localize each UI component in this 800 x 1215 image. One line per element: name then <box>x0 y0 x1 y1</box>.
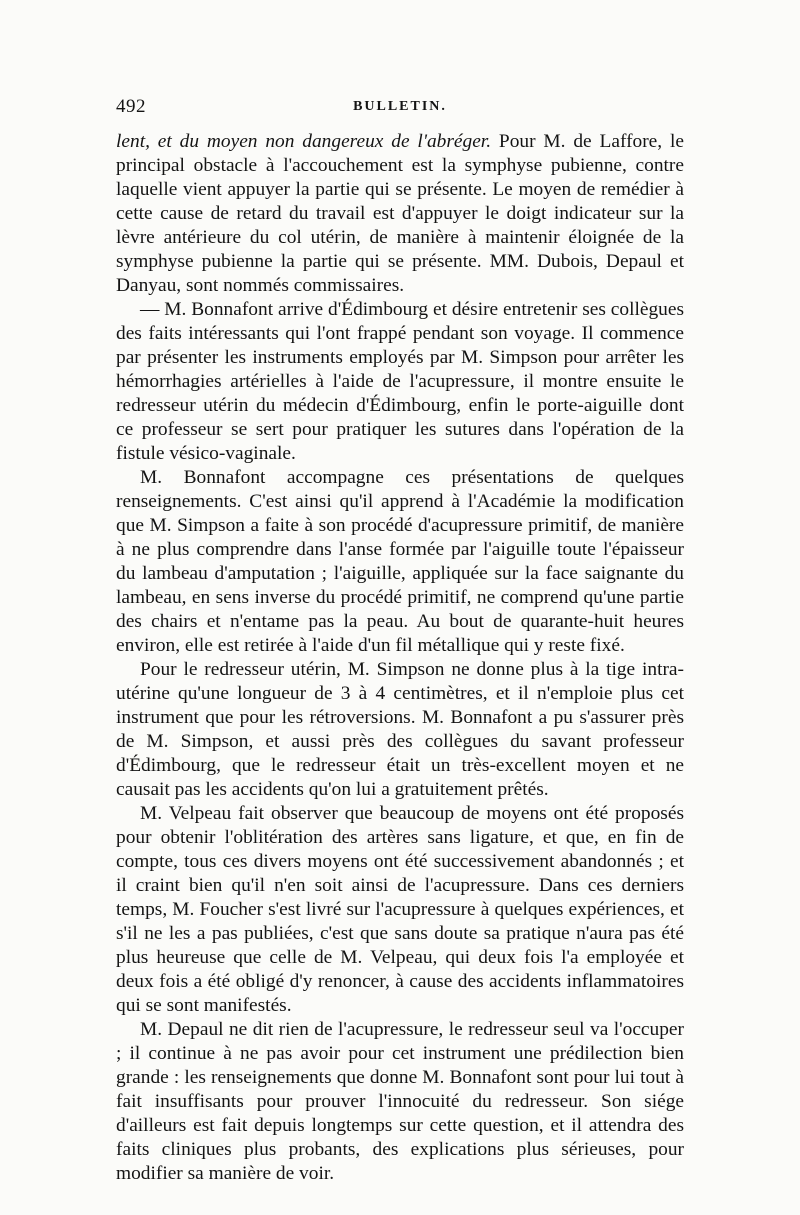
article-body <box>116 130 684 1186</box>
paragraph-depaul: M. Depaul ne dit rien de l'acupressure, le redresseur seul va l'occuper ; il continue à ne pas avoir pour cet instrument une prédilection bien grande : les renseignements que donne M. Bonnafont sont pour lui tout à fait insuffisants pour prouver l'innocuité du redresseur. Son siége d'ailleurs est fait depuis longtemps sur cette question, et il attendra des faits cliniques plus probants, des explications plus sérieuses, pour modifier sa manière de voir. <box>116 1019 684 1184</box>
paragraph-acupressure-modification: M. Bonnafont accompagne ces présentations de quelques renseignements. C'est ainsi qu'il apprend à l'Académie la modification que M. Simpson a faite à son procédé d'acupressure primitif, de manière à ne plus comprendre dans l'anse formée par l'aiguille toute l'épaisseur du lambeau d'amputation ; l'aiguille, appliquée sur la face saignante du lambeau, en sens inverse du procédé primitif, ne comprend qu'une partie des chairs et n'entame pas la peau. Au bout de quarante-huit heures environ, elle est retirée à l'aide d'un fil métallique qui y reste fixé. <box>116 467 684 656</box>
paragraph-uterine-redresser: Pour le redresseur utérin, M. Simpson ne donne plus à la tige intra-utérine qu'une longueur de 3 à 4 centimètres, et il n'emploie plus cet instrument que pour les rétroversions. M. Bonnafont a pu s'assurer près de M. Simpson, et aussi près des collègues du savant professeur d'Édimbourg, que le redresseur était un très-excellent moyen et ne causait pas les accidents qu'on lui a gratuitement prêtés. <box>116 659 684 800</box>
running-title: BULLETIN. <box>353 99 447 114</box>
paragraph-text: Pour M. de Laffore, le principal obstacle à l'accouchement est la symphyse pubienne, contre laquelle vient appuyer la partie qui se présente. Le moyen de remédier à cette cause de retard du travail est d'appuyer le doigt indicateur sur la lèvre antérieure du col utérin, de manière à maintenir éloignée de la symphyse pubienne la partie qui se présente. MM. Dubois, Depaul et Danyau, sont nommés commissaires. <box>116 131 684 296</box>
paragraph-velpeau: M. Velpeau fait observer que beaucoup de moyens ont été proposés pour obtenir l'oblitération des artères sans ligature, et que, en fin de compte, tous ces divers moyens ont été successivement abandonnés ; et il craint bien qu'il n'en soit ainsi de l'acupressure. Dans ces derniers temps, M. Foucher s'est livré sur l'acupressure à quelques expériences, et s'il ne les a pas publiées, c'est que sans doute sa pratique n'aura pas été plus heureuse que celle de M. Velpeau, qui deux fois l'a employée et deux fois a été obligé d'y renoncer, à cause des accidents inflammatoires qui se sont manifestés. <box>116 803 684 1016</box>
italic-lead: lent, et du moyen non dangereux de l'abréger. <box>116 131 492 152</box>
page-header <box>116 96 684 124</box>
paragraph-bonnafont-arrival: — M. Bonnafont arrive d'Édimbourg et désire entretenir ses collègues des faits intéressants qui l'ont frappé pendant son voyage. Il commence par présenter les instruments employés par M. Simpson pour arrêter les hémorrhagies artérielles à l'aide de l'acupressure, il montre ensuite le redresseur utérin du médecin d'Édimbourg, enfin le porte-aiguille dont ce professeur se sert pour pratiquer les sutures dans l'opération de la fistule vésico-vaginale. <box>116 299 684 464</box>
paragraph-laffore <box>116 130 684 298</box>
page-number: 492 <box>116 96 146 117</box>
